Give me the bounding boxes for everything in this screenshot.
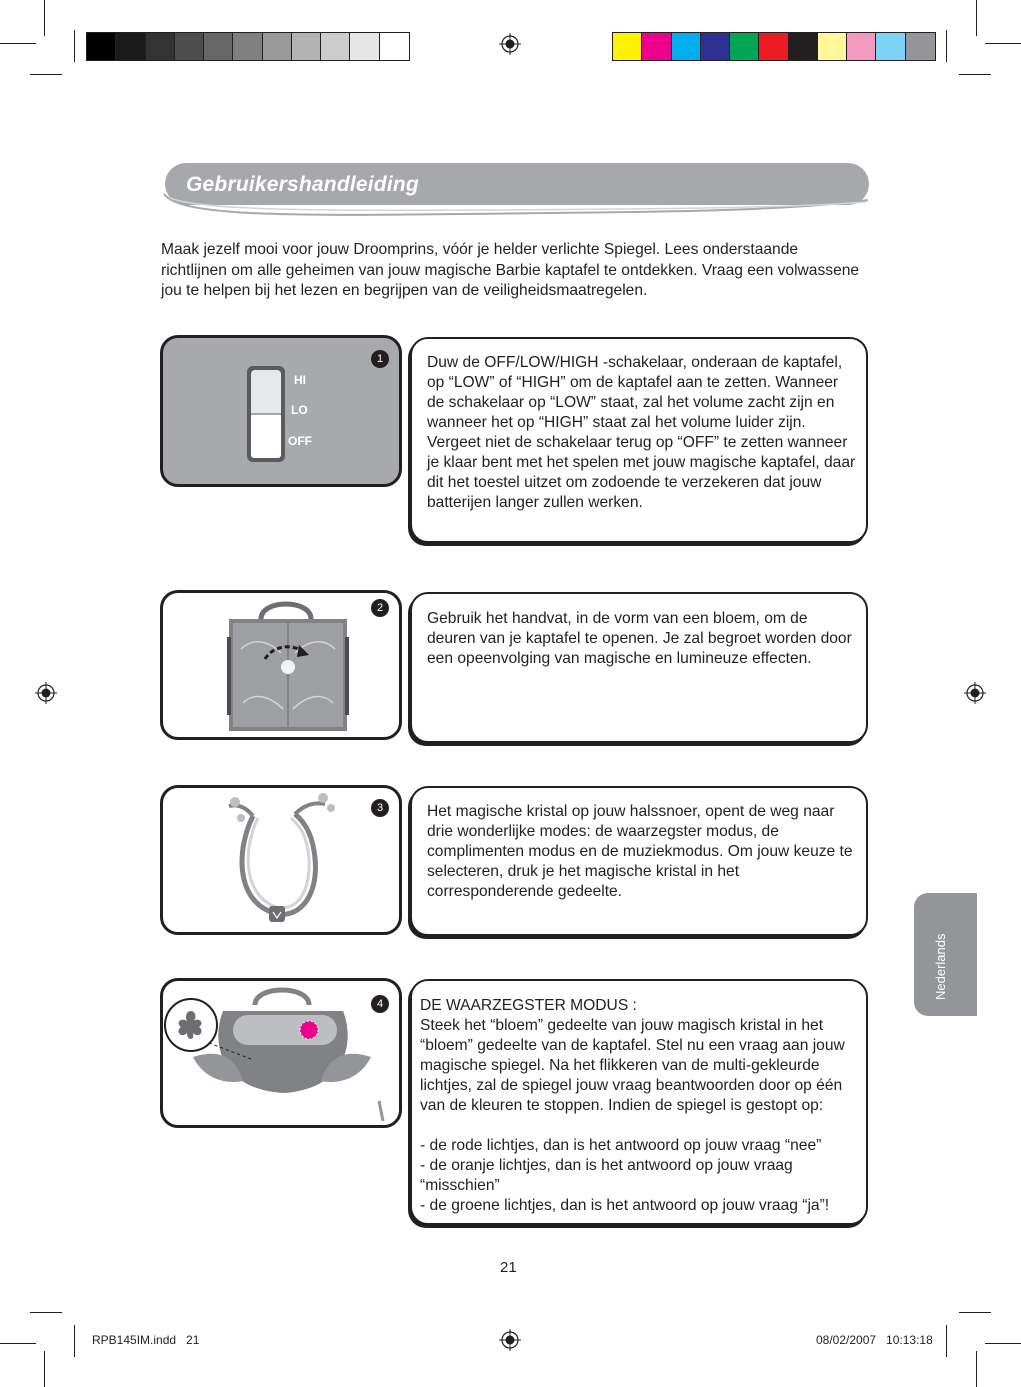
crop-mark	[976, 1351, 977, 1387]
page-number: 21	[500, 1259, 517, 1276]
color-bar	[612, 32, 936, 61]
step-3-illustration	[160, 785, 402, 935]
step-4-bullet: - de rode lichtjes, dan is het antwoord op jouw vraag “nee”	[420, 1137, 822, 1154]
crop-mark	[44, 1351, 45, 1387]
crop-mark	[74, 1325, 75, 1357]
crop-mark	[976, 0, 977, 36]
crop-mark	[946, 1325, 947, 1357]
step-4-illustration	[160, 978, 402, 1128]
switch-label-lo: LO	[291, 403, 308, 417]
color-swatch	[350, 33, 379, 60]
step-1-text-box	[410, 337, 868, 543]
crop-mark	[0, 1343, 36, 1344]
crop-mark	[946, 30, 947, 62]
footer-timestamp: 08/02/2007 10:13:18	[816, 1333, 933, 1347]
color-swatch	[87, 33, 116, 60]
page-title: Gebruikershandleiding	[186, 173, 419, 196]
registration-mark-icon	[35, 682, 57, 704]
crop-mark	[30, 74, 62, 75]
step-2-illustration	[160, 590, 402, 740]
step-2-text-box	[410, 592, 868, 743]
registration-mark-icon	[499, 1329, 521, 1351]
color-swatch	[321, 33, 350, 60]
registration-mark-icon	[499, 33, 521, 55]
crop-mark	[959, 1312, 991, 1313]
color-swatch	[380, 33, 409, 60]
footer-file-info: RPB145IM.indd 21	[92, 1333, 200, 1347]
language-tab-label: Nederlands	[933, 933, 948, 1000]
step-number-badge: 1	[371, 350, 389, 368]
vanity-doors-illustration	[163, 593, 399, 737]
step-number-badge: 2	[371, 599, 389, 617]
color-swatch	[906, 33, 935, 60]
color-swatch	[613, 33, 642, 60]
step-4-text: Steek het “bloem” gedeelte van jouw magisch kristal in het “bloem” gedeelte van de kaptafel. Stel nu een vraag aan jouw magische spiegel. Na het flikkeren van de multi-gekleurde lichtjes, zal de spiegel jouw vraag beantwoorden door op één van de kleuren te stoppen. Indien de spiegel is gestopt op:	[420, 1017, 845, 1114]
color-swatch	[204, 33, 233, 60]
crop-mark	[959, 74, 991, 75]
color-swatch	[701, 33, 730, 60]
crop-mark	[44, 0, 45, 36]
step-1-illustration	[160, 335, 402, 487]
step-2-text: Gebruik het handvat, in de vorm van een bloem, om de deuren van je kaptafel te openen. Je zal begroet worden door een opeenvolging van magische en lumineuze effecten.	[427, 610, 852, 667]
color-swatch	[233, 33, 262, 60]
color-swatch	[672, 33, 701, 60]
step-number-badge: 4	[371, 995, 389, 1013]
step-4-bullet: - de groene lichtjes, dan is het antwoord op jouw vraag “ja”!	[420, 1197, 830, 1214]
crop-mark	[74, 30, 75, 62]
color-swatch	[789, 33, 818, 60]
vanity-crystal-illustration	[163, 981, 399, 1125]
color-swatch	[847, 33, 876, 60]
color-swatch	[818, 33, 847, 60]
switch-label-off: OFF	[288, 434, 312, 448]
crop-mark	[985, 43, 1021, 44]
color-swatch	[263, 33, 292, 60]
intro-paragraph: Maak jezelf mooi voor jouw Droomprins, vóór je helder verlichte Spiegel. Lees onderstaande richtlijnen om alle geheimen van jouw magische Barbie kaptafel te ontdekken. Vraag een volwassene jou te helpen bij het lezen en begrijpen van de veiligheidsmaatregelen.	[161, 241, 860, 299]
color-swatch	[146, 33, 175, 60]
switch-label-hi: HI	[294, 373, 306, 387]
step-number-badge: 3	[371, 799, 389, 817]
color-swatch	[730, 33, 759, 60]
color-swatch	[642, 33, 671, 60]
switch-illustration	[163, 338, 399, 484]
step-4-bullet: - de oranje lichtjes, dan is het antwoord op jouw vraag “misschien”	[420, 1157, 793, 1194]
color-swatch	[116, 33, 145, 60]
crop-mark	[985, 1343, 1021, 1344]
step-4-text-box	[410, 979, 868, 1225]
crop-mark	[30, 1312, 62, 1313]
step-3-text-box	[410, 786, 868, 936]
necklace-illustration	[163, 788, 399, 932]
crop-mark	[0, 43, 36, 44]
registration-mark-icon	[964, 682, 986, 704]
step-3-text: Het magische kristal op jouw halssnoer, opent de weg naar drie wonderlijke modes: de waarzegster modus, de complimenten modus en de muziekmodus. Om jouw keuze te selecteren, druk je het magische kristal in het corresponderende gedeelte.	[427, 803, 853, 900]
step-4-heading: DE WAARZEGSTER MODUS :	[420, 997, 637, 1014]
color-swatch	[175, 33, 204, 60]
color-swatch	[759, 33, 788, 60]
color-swatch	[876, 33, 905, 60]
step-1-text: Duw de OFF/LOW/HIGH -schakelaar, onderaan de kaptafel, op “LOW” of “HIGH” om de kaptafel aan te zetten. Wanneer de schakelaar op “LOW” staat, zal het volume zacht zijn en wanneer het op “HIGH” staat zal het volume luider zijn. Vergeet niet de schakelaar terug op “OFF” te zetten wanneer je klaar bent met het spelen met jouw magische kaptafel, daar dit het toestel uitzet om zodoende te verzekeren dat jouw batterijen langer zullen werken.	[427, 354, 856, 511]
color-swatch	[292, 33, 321, 60]
grayscale-bar	[86, 32, 410, 61]
